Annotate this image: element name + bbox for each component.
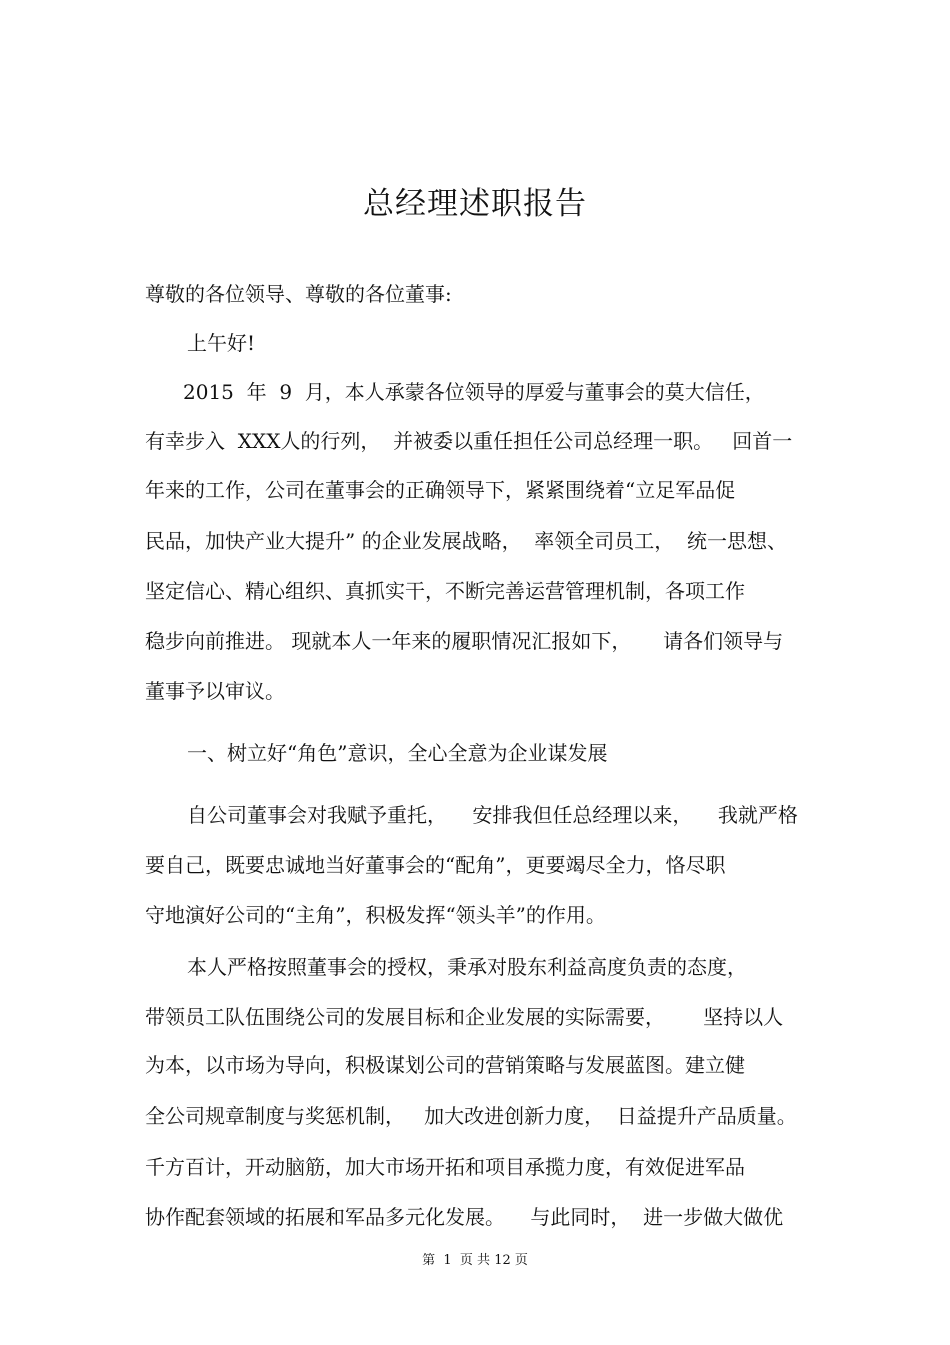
paragraph-line: 守地演好公司的“主角”，积极发挥“领头羊”的作用。 xyxy=(145,903,606,927)
paragraph-line: 要自己，既要忠诚地当好董事会的“配角”，更要竭尽全力，恪尽职 xyxy=(145,853,726,877)
paragraph-line: 自公司董事会对我赋予重托， 安排我但任总经理以来， 我就严格 xyxy=(187,803,798,827)
page-footer: 第 1 页 共 12 页 xyxy=(422,1253,528,1268)
paragraph-line: 为本，以市场为导向，积极谋划公司的营销策略与发展蓝图。建立健 xyxy=(145,1053,745,1077)
paragraph-line: 民品，加快产业大提升” 的企业发展战略， 率领全司员工， 统一思想、 xyxy=(145,529,788,553)
paragraph-line: 有幸步入 XXX人的行列， 并被委以重任担任公司总经理一职。 回首一 xyxy=(145,429,793,453)
paragraph-line: 2015 年 9 月，本人承蒙各位领导的厚爱与董事会的莫大信任， xyxy=(183,380,765,404)
paragraph-line: 千方百计，开动脑筋，加大市场开拓和项目承揽力度，有效促进军品 xyxy=(145,1155,745,1179)
section-heading: 一、树立好“角色”意识，全心全意为企业谋发展 xyxy=(187,741,608,765)
paragraph-line: 全公司规章制度与奖惩机制， 加大改进创新力度， 日益提升产品质量。 xyxy=(145,1104,797,1128)
document-title: 总经理述职报告 xyxy=(363,186,587,222)
paragraph-line: 协作配套领域的拓展和军品多元化发展。 与此同时， 进一步做大做优 xyxy=(145,1205,784,1229)
paragraph-line: 本人严格按照董事会的授权，秉承对股东利益高度负责的态度， xyxy=(187,955,747,979)
paragraph-line: 带领员工队伍围绕公司的发展目标和企业发展的实际需要， 坚持以人 xyxy=(145,1005,784,1029)
paragraph-line: 董事予以审议。 xyxy=(145,679,285,703)
paragraph-line: 坚定信心、精心组织、真抓实干，不断完善运营管理机制，各项工作 xyxy=(145,579,745,603)
paragraph-line: 年来的工作，公司在董事会的正确领导下，紧紧围绕着“立足军品促 xyxy=(145,478,736,502)
salutation: 尊敬的各位领导、尊敬的各位董事: xyxy=(145,282,452,306)
paragraph-line: 稳步向前推进。 现就本人一年来的履职情况汇报如下， 请各们领导与 xyxy=(145,629,784,653)
greeting: 上午好! xyxy=(187,331,256,355)
